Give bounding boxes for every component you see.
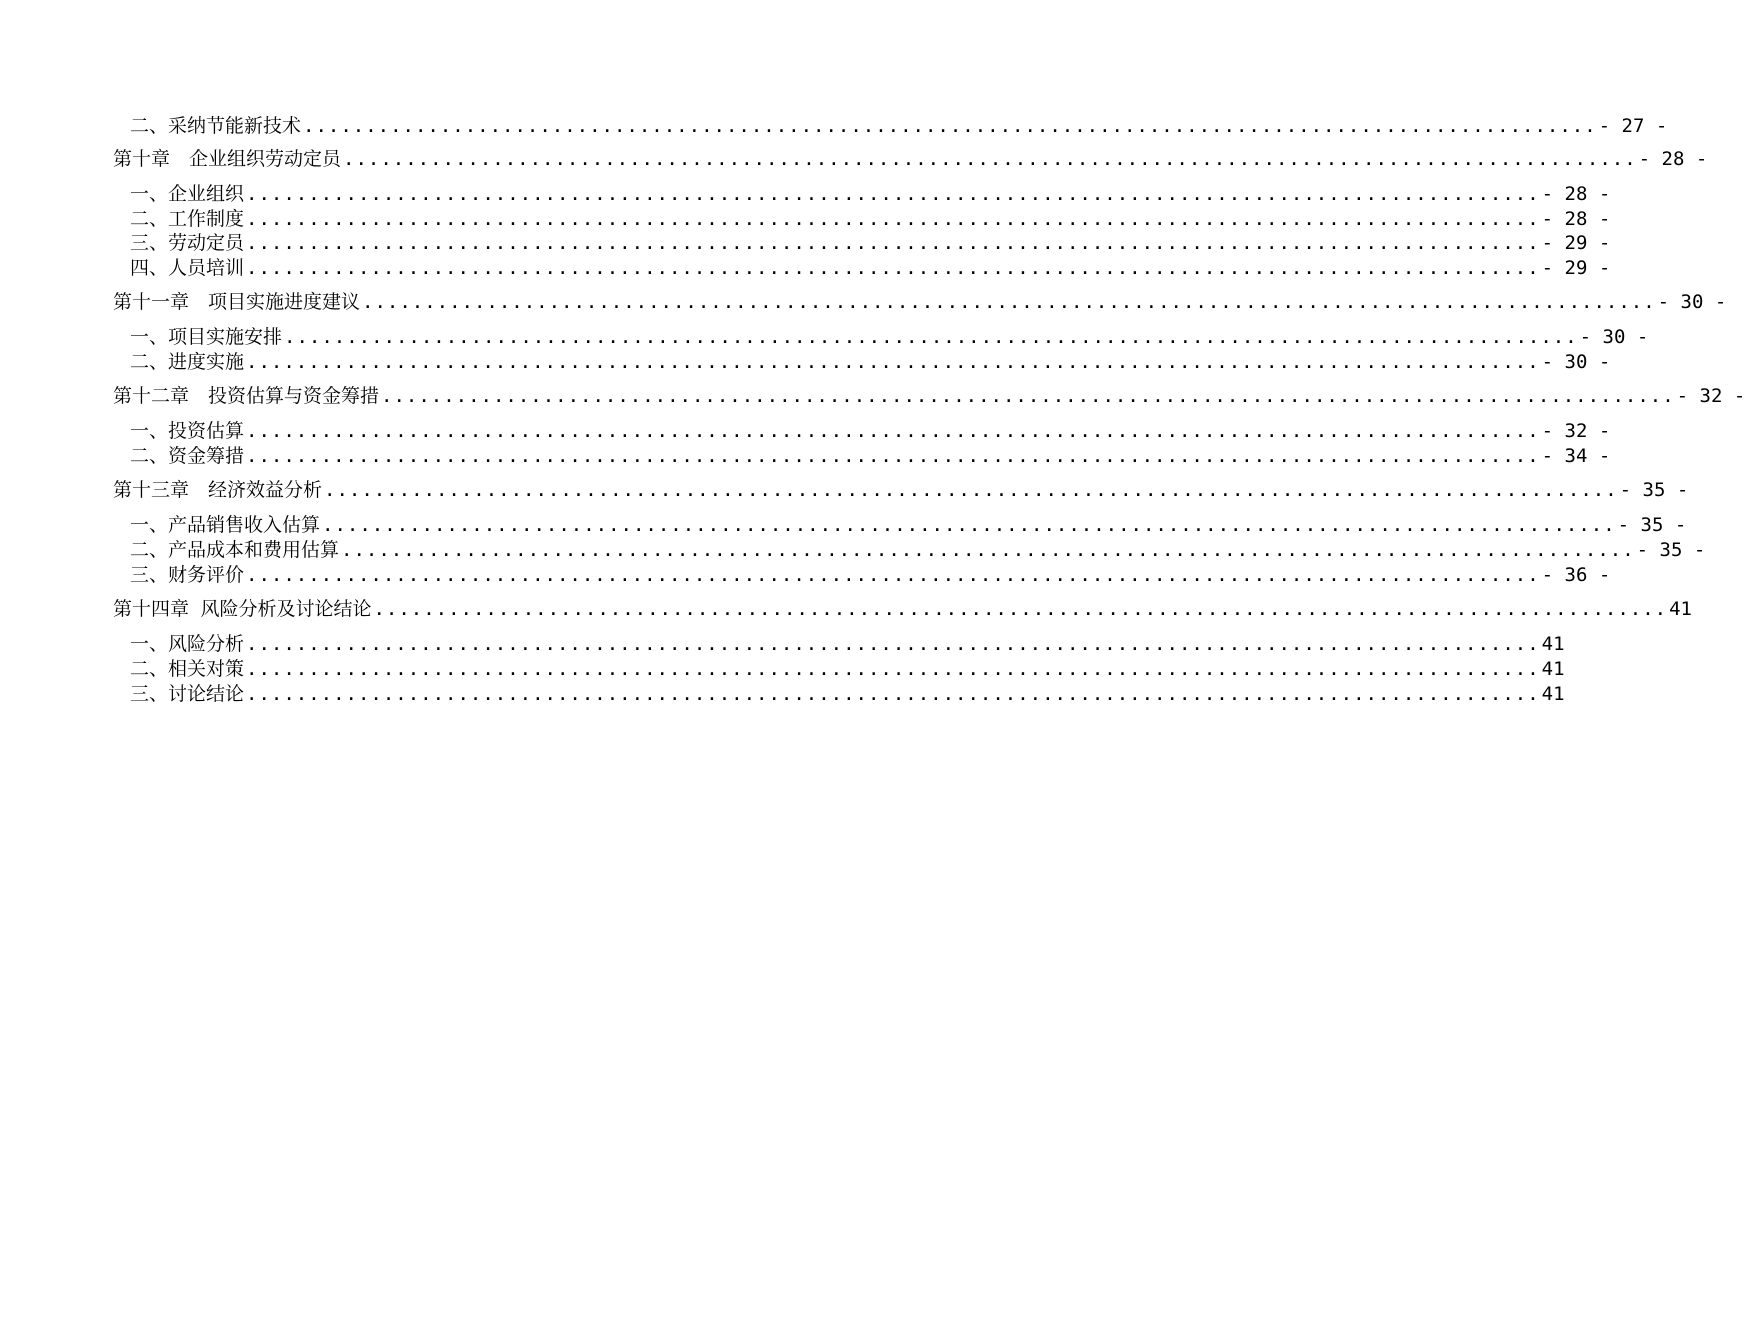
toc-entry-page: 41 <box>1669 598 1692 620</box>
toc-row[interactable] <box>0 631 1565 657</box>
toc-entry-title: 一、项目实施安排 <box>130 326 283 348</box>
toc-leader-dots: ........................................................................................................ <box>246 683 1540 705</box>
toc-entry-page: - 29 - <box>1541 232 1611 254</box>
toc-leader-dots: ........................................................................................................ <box>341 539 1635 561</box>
toc-leader-dots: ........................................................................................................ <box>246 183 1540 205</box>
toc-row[interactable] <box>0 537 1706 563</box>
toc-leader-dots: ........................................................................................................ <box>362 291 1656 313</box>
toc-entry-title: 第十二章 投资估算与资金筹措 <box>113 385 380 407</box>
toc-row[interactable] <box>0 181 1611 207</box>
toc-leader-dots: ........................................................................................................ <box>373 598 1668 620</box>
toc-entry-title: 一、投资估算 <box>130 420 245 442</box>
toc-entry-title: 第十一章 项目实施进度建议 <box>113 291 361 313</box>
toc-entry-title: 三、讨论结论 <box>130 683 245 705</box>
toc-row[interactable] <box>0 477 1689 503</box>
toc-leader-dots: ........................................................................................................ <box>246 658 1540 680</box>
toc-row[interactable] <box>0 289 1727 315</box>
toc-entry-page: - 29 - <box>1541 257 1611 279</box>
toc-row[interactable] <box>0 113 1668 139</box>
toc-entry-page: - 34 - <box>1541 445 1611 467</box>
toc-entry-page: - 36 - <box>1541 564 1611 586</box>
toc-leader-dots: ........................................................................................................ <box>303 115 1597 137</box>
toc-entry-page: - 32 - <box>1676 385 1745 407</box>
toc-leader-dots: ........................................................................................................ <box>246 232 1540 254</box>
toc-entry-title: 第十章 企业组织劳动定员 <box>113 148 342 170</box>
toc-row[interactable] <box>0 230 1611 256</box>
toc-leader-dots: ........................................................................................................ <box>246 257 1540 279</box>
toc-row[interactable] <box>0 681 1565 707</box>
toc-leader-dots: ........................................................................................................ <box>246 445 1540 467</box>
toc-leader-dots: ........................................................................................................ <box>246 351 1540 373</box>
toc-entry-title: 第十三章 经济效益分析 <box>113 479 323 501</box>
toc-row[interactable] <box>0 596 1692 622</box>
toc-entry-title: 一、风险分析 <box>130 633 245 655</box>
toc-entry-page: - 30 - <box>1579 326 1649 348</box>
toc-entry-page: - 30 - <box>1657 291 1727 313</box>
toc-leader-dots: ........................................................................................................ <box>246 420 1540 442</box>
toc-entry-title: 二、相关对策 <box>130 658 245 680</box>
toc-row[interactable] <box>0 255 1611 281</box>
toc-entry-title: 二、工作制度 <box>130 208 245 230</box>
toc-row[interactable] <box>0 324 1649 350</box>
toc-leader-dots: ........................................................................................................ <box>343 148 1637 170</box>
toc-leader-dots: ........................................................................................................ <box>324 479 1618 501</box>
toc-leader-dots: ........................................................................................................ <box>246 633 1540 655</box>
toc-leader-dots: ........................................................................................................ <box>322 514 1616 536</box>
toc-entry-page: - 35 - <box>1617 514 1687 536</box>
toc-entry-page: 41 <box>1541 683 1565 705</box>
toc-entry-title: 二、进度实施 <box>130 351 245 373</box>
toc-entry-title: 三、劳动定员 <box>130 232 245 254</box>
toc-leader-dots: ........................................................................................................ <box>246 208 1540 230</box>
toc-entry-page: - 35 - <box>1619 479 1689 501</box>
toc-entry-title: 三、财务评价 <box>130 564 245 586</box>
toc-entry-page: 41 <box>1541 658 1565 680</box>
toc-row[interactable] <box>0 656 1565 682</box>
toc-row[interactable] <box>0 383 1745 409</box>
toc-entry-page: - 35 - <box>1636 539 1706 561</box>
toc-row[interactable] <box>0 206 1611 232</box>
toc-row[interactable] <box>0 562 1611 588</box>
toc-entry-page: - 27 - <box>1598 115 1668 137</box>
toc-entry-page: - 28 - <box>1638 148 1708 170</box>
toc-entry-page: - 28 - <box>1541 183 1611 205</box>
toc-entry-title: 二、采纳节能新技术 <box>130 115 302 137</box>
toc-row[interactable] <box>0 146 1708 172</box>
toc-row[interactable] <box>0 418 1611 444</box>
toc-entry-page: - 32 - <box>1541 420 1611 442</box>
toc-entry-page: 41 <box>1541 633 1565 655</box>
toc-leader-dots: ........................................................................................................ <box>284 326 1578 348</box>
toc-entry-title: 四、人员培训 <box>130 257 245 279</box>
toc-entry-page: - 28 - <box>1541 208 1611 230</box>
toc-row[interactable] <box>0 443 1611 469</box>
toc-leader-dots: ........................................................................................................ <box>381 385 1675 407</box>
toc-entry-title: 一、产品销售收入估算 <box>130 514 321 536</box>
toc-row[interactable] <box>0 349 1611 375</box>
toc-leader-dots: ........................................................................................................ <box>246 564 1540 586</box>
toc-entry-title: 二、资金筹措 <box>130 445 245 467</box>
toc-entry-page: - 30 - <box>1541 351 1611 373</box>
toc-entry-title: 一、企业组织 <box>130 183 245 205</box>
toc-row[interactable] <box>0 512 1687 538</box>
toc-entry-title: 二、产品成本和费用估算 <box>130 539 340 561</box>
toc-entry-title: 第十四章 风险分析及讨论结论 <box>113 598 372 620</box>
